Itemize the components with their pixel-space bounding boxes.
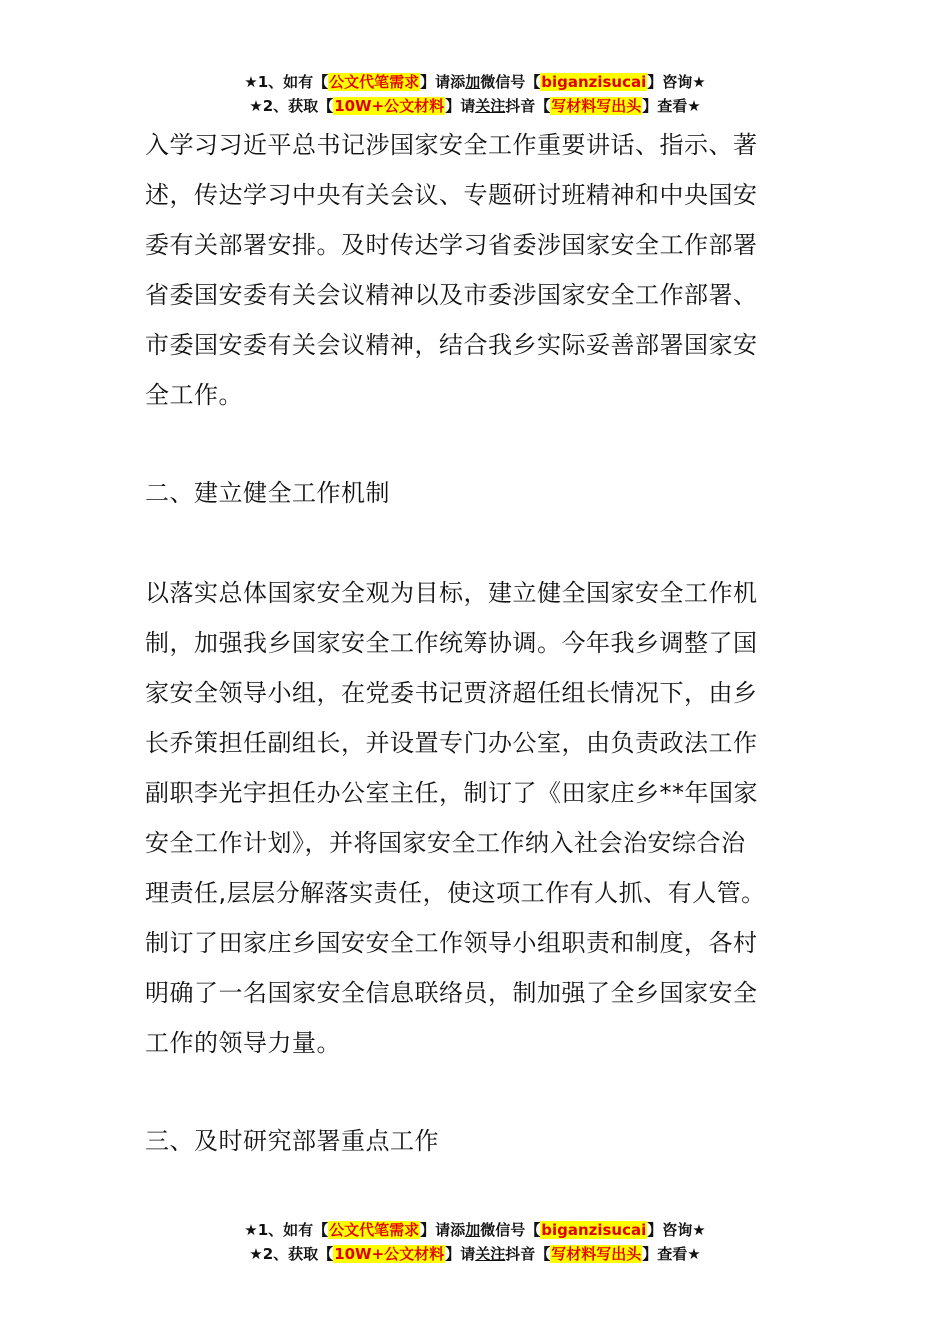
text-line: 安全工作计划》，并将国家安全工作纳入社会治安综合治: [145, 829, 746, 857]
promo-text: 】查看★: [642, 97, 701, 115]
promo-text: 】查看★: [642, 1245, 701, 1263]
promo-highlight: 公文代笔需求: [329, 1221, 420, 1239]
promo-text: 微信号【: [480, 1221, 541, 1239]
promo-text: ★1、如有【: [244, 1221, 329, 1239]
paragraph-1: [145, 120, 810, 420]
text-line: 以落实总体国家安全观为目标，建立健全国家安全工作机: [145, 579, 758, 607]
text-line: 副职李光宇担任办公室主任，制订了《田家庄乡**年国家: [145, 779, 758, 807]
promo-underline: 加: [465, 1221, 481, 1239]
text-line: 长乔策担任副组长，并设置专门办公室，由负责政法工作: [145, 729, 758, 757]
promo-text: 抖音【: [505, 1245, 551, 1263]
section-heading-3: [145, 1116, 810, 1166]
promo-line-2: [0, 1242, 950, 1266]
promo-highlight: 写材料写出头: [551, 1245, 642, 1263]
promo-highlight: 写材料写出头: [551, 97, 642, 115]
heading-text: 二、建立健全工作机制: [145, 479, 390, 507]
promo-banner-bottom: [0, 1218, 950, 1266]
promo-banner-top: [0, 70, 950, 118]
text-line: 理责任,层层分解落实责任，使这项工作有人抓、有人管。: [145, 879, 766, 907]
promo-highlight: 公文代笔需求: [329, 73, 420, 91]
text-line: 明确了一名国家安全信息联络员，制加强了全乡国家安全: [145, 979, 758, 1007]
text-line: 委有关部署安排。及时传达学习省委涉国家安全工作部署: [145, 231, 758, 259]
promo-text: 抖音【: [505, 97, 551, 115]
text-line: 工作的领导力量。: [145, 1029, 341, 1057]
promo-underline: 加: [465, 73, 481, 91]
promo-highlight: biganzisucai: [541, 73, 647, 91]
text-line: 制，加强我乡国家安全工作统筹协调。今年我乡调整了国: [145, 629, 758, 657]
section-heading-2: [145, 468, 810, 518]
promo-text: ★2、获取【: [249, 97, 334, 115]
text-line: 制订了田家庄乡国安安全工作领导小组职责和制度，各村: [145, 929, 758, 957]
text-line: 家安全领导小组，在党委书记贾济超任组长情况下，由乡: [145, 679, 758, 707]
promo-highlight: 10W+公文材料: [334, 97, 445, 115]
promo-line-1: [0, 1218, 950, 1242]
text-line: 全工作。: [145, 381, 243, 409]
promo-underline: 关注: [475, 1245, 506, 1263]
promo-underline: 关注: [475, 97, 506, 115]
promo-text: ★1、如有【: [244, 73, 329, 91]
promo-highlight: biganzisucai: [541, 1221, 647, 1239]
promo-text: 】请添: [420, 73, 466, 91]
text-line: 述，传达学习中央有关会议、专题研讨班精神和中央国安: [145, 181, 758, 209]
promo-text: 】请: [445, 97, 476, 115]
text-line: 市委国安委有关会议精神，结合我乡实际妥善部署国家安: [145, 331, 758, 359]
promo-line-1: [0, 70, 950, 94]
promo-text: 微信号【: [480, 73, 541, 91]
heading-text: 三、及时研究部署重点工作: [145, 1127, 439, 1155]
paragraph-2: [145, 568, 810, 1068]
text-line: 省委国安委有关会议精神以及市委涉国家安全工作部署、: [145, 281, 758, 309]
promo-highlight: 10W+公文材料: [334, 1245, 445, 1263]
promo-line-2: [0, 94, 950, 118]
text-line: 入学习习近平总书记涉国家安全工作重要讲话、指示、著: [145, 131, 758, 159]
promo-text: ★2、获取【: [249, 1245, 334, 1263]
promo-text: 】请: [445, 1245, 476, 1263]
promo-text: 】咨询★: [647, 1221, 706, 1239]
promo-text: 】咨询★: [647, 73, 706, 91]
promo-text: 】请添: [420, 1221, 466, 1239]
